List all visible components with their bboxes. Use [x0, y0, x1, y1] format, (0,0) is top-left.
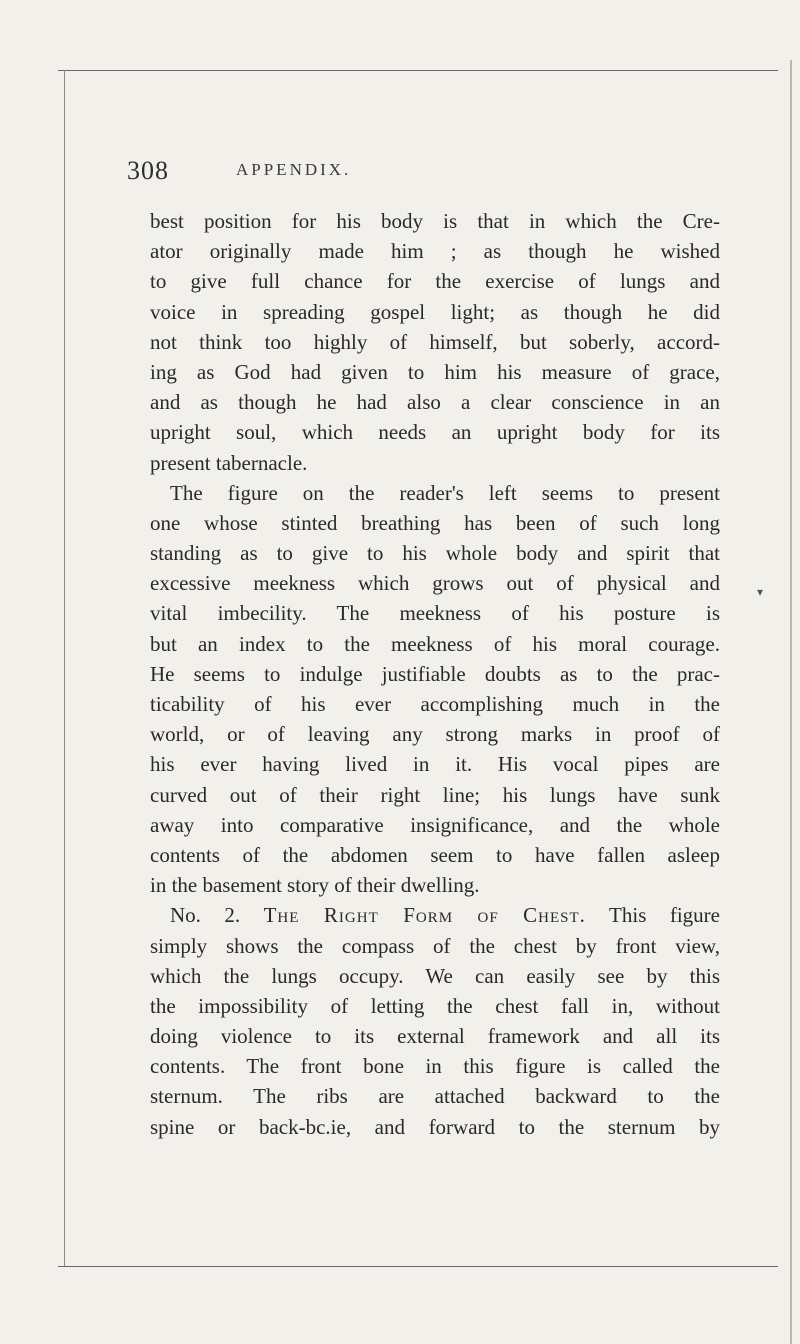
text-line: world, or of leaving any strong marks in proof of: [150, 722, 720, 747]
bottom-border-rule: [58, 1266, 778, 1267]
section-heading-line: [150, 900, 720, 930]
text-line: contents. The front bone in this figure is called the: [150, 1054, 720, 1079]
section-number: No. 2.: [170, 903, 264, 928]
text-line: away into comparative insignificance, and the whole: [150, 812, 720, 837]
text-line: best position for his body is that in which the Cre-: [150, 209, 720, 233]
text-line: simply shows the compass of the chest by front view,: [150, 933, 720, 958]
text-line: in the basement story of their dwelling.: [150, 873, 480, 898]
text-line: one whose stinted breathing has been of such long: [150, 510, 720, 535]
text-line: ator originally made him ; as though he wished: [150, 239, 720, 264]
text-line: upright soul, which needs an upright body for its: [150, 420, 720, 445]
text-line: his ever having lived in it. His vocal pipes are: [150, 752, 720, 777]
left-border-rule: [64, 70, 65, 1266]
text-line: curved out of their right line; his lungs have sunk: [150, 782, 720, 807]
text-line: the impossibility of letting the chest fall in, without: [150, 993, 720, 1018]
text-line: doing violence to its external framework and all its: [150, 1024, 720, 1049]
text-line: ing as God had given to him his measure of grace,: [150, 359, 720, 384]
text-line: voice in spreading gospel light; as though he did: [150, 299, 720, 324]
text-line: contents of the abdomen seem to have fallen asleep: [150, 842, 720, 867]
text-line: ticability of his ever accomplishing much in the: [150, 692, 720, 716]
text-line: The figure on the reader's left seems to present: [170, 480, 720, 505]
page-number: 308: [127, 156, 169, 185]
text-line: excessive meekness which grows out of physical and: [150, 571, 720, 596]
section-title: The Right Form of Chest.: [263, 903, 586, 928]
section-text: This figure: [585, 903, 720, 928]
text-line: not think too highly of himself, but soberly, accord-: [150, 329, 720, 354]
top-border-rule: [58, 70, 778, 71]
text-line: to give full chance for the exercise of lungs and: [150, 269, 720, 294]
text-line: sternum. The ribs are attached backward to the: [150, 1084, 720, 1109]
text-line: standing as to give to his whole body and spirit that: [150, 541, 720, 566]
text-line: He seems to indulge justifiable doubts as to the prac-: [150, 661, 720, 686]
text-line: which the lungs occupy. We can easily see by this: [150, 963, 720, 988]
text-line: present tabernacle.: [150, 450, 308, 475]
stray-ink-mark: ▾: [757, 585, 764, 599]
text-line: vital imbecility. The meekness of his posture is: [150, 601, 720, 626]
text-line: but an index to the meekness of his moral courage.: [150, 631, 720, 656]
running-head: APPENDIX.: [236, 160, 352, 179]
text-line: spine or back-bc.ie, and forward to the sternum by: [150, 1114, 720, 1139]
text-line: and as though he had also a clear conscience in an: [150, 390, 720, 415]
body-text: [150, 206, 720, 1142]
right-page-edge: [790, 60, 792, 1344]
